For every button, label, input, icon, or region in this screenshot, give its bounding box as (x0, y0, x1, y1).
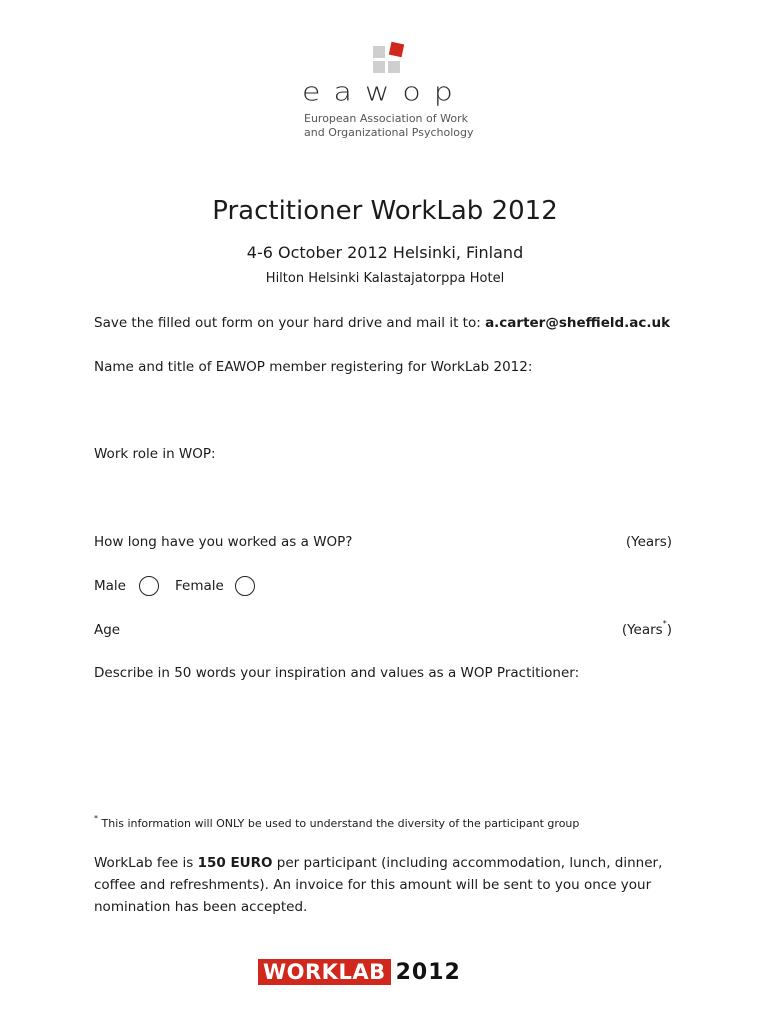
male-radio[interactable] (139, 576, 159, 596)
footnote-text: This information will ONLY be used to understand the diversity of the participant group (98, 817, 580, 830)
female-radio[interactable] (235, 576, 255, 596)
age-unit (621, 619, 672, 638)
eawop-logo-subtitle (304, 112, 474, 140)
footnote-mark: * (94, 814, 98, 823)
name-title-label: Name and title of EAWOP member registering for WorkLab 2012: (94, 359, 533, 375)
event-dates: 4-6 October 2012 Helsinki, Finland (246, 243, 524, 262)
age-unit-prefix: (Years (621, 622, 663, 638)
footnote (94, 814, 580, 830)
years-worked-unit: (Years) (625, 534, 672, 550)
fee-paragraph (94, 852, 684, 918)
contact-email-link[interactable]: a.carter@sheffield.ac.uk (485, 315, 671, 331)
save-instructions-text: Save the filled out form on your hard drive and mail it to: (94, 315, 486, 331)
page-title: Practitioner WorkLab 2012 (212, 196, 558, 226)
fee-amount: 150 EURO (197, 855, 273, 871)
age-footnote-mark: * (662, 619, 667, 628)
worklab-logo-word: WORKLAB (258, 959, 391, 985)
worklab-logo-year: 2012 (395, 960, 461, 985)
years-worked-label: How long have you worked as a WOP? (94, 534, 353, 550)
logo-subtitle-line1: European Association of Work (304, 112, 468, 125)
eawop-logo-mark (371, 43, 407, 73)
age-unit-suffix: ) (666, 622, 672, 638)
work-role-label: Work role in WOP: (94, 446, 216, 462)
event-venue: Hilton Helsinki Kalastajatorppa Hotel (265, 271, 505, 286)
fee-suffix: per participant (including accommodation, lunch, dinner, coffee and refreshments). An invoice for this amount will be sent to you once your nomination has been accepted. (94, 855, 663, 915)
describe-label: Describe in 50 words your inspiration and values as a WOP Practitioner: (94, 665, 580, 681)
worklab-2012-logo (258, 959, 461, 985)
eawop-wordmark: eawop (302, 77, 466, 108)
female-label: Female (175, 578, 224, 594)
male-label: Male (94, 578, 126, 594)
age-label: Age (94, 622, 121, 638)
logo-subtitle-line2: and Organizational Psychology (304, 126, 474, 139)
fee-prefix: WorkLab fee is (94, 855, 198, 871)
save-instructions (94, 315, 670, 331)
